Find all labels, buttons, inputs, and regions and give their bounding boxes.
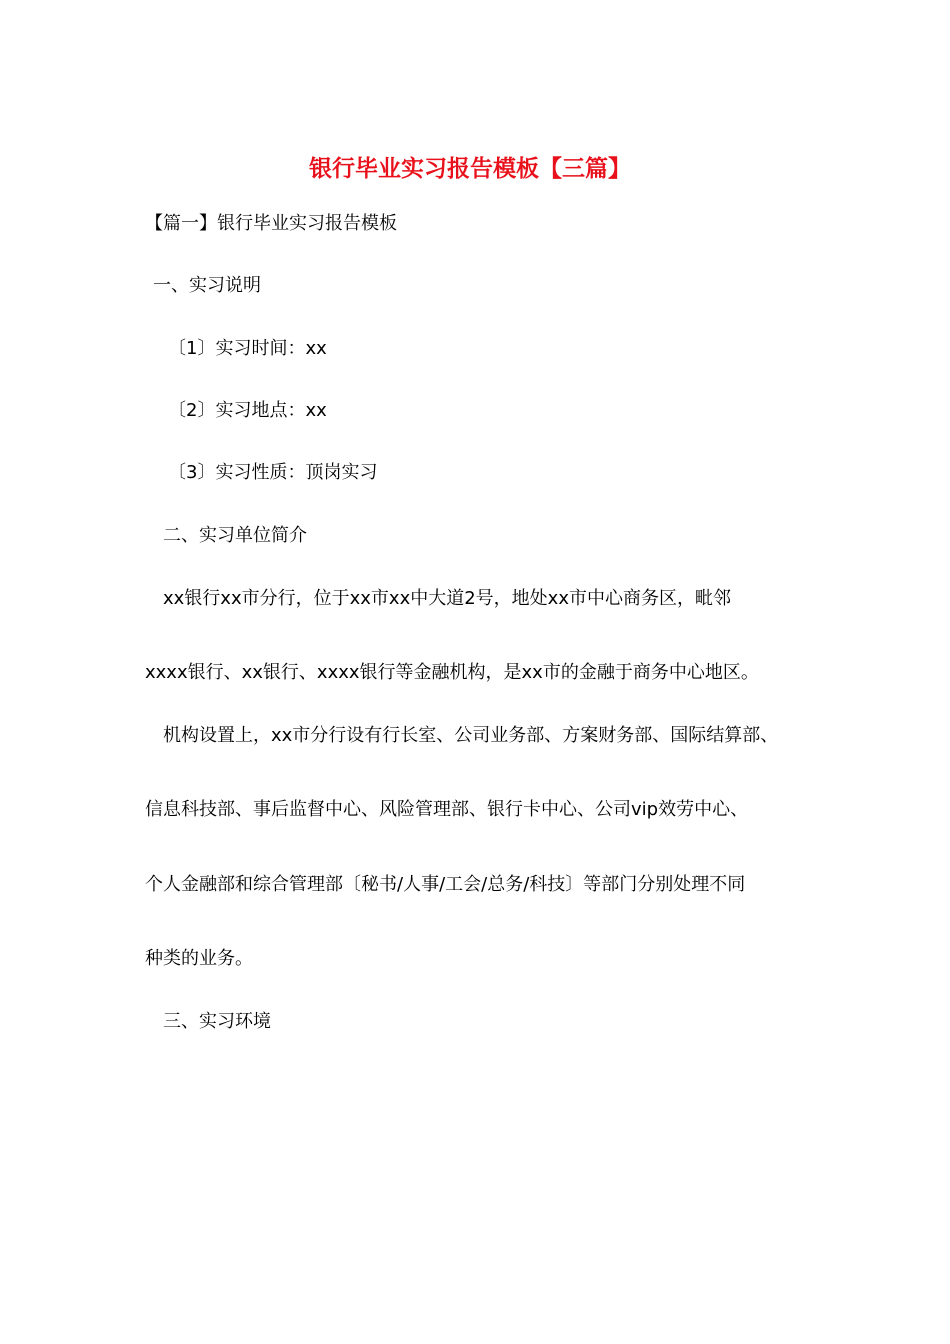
item-internship-location: 〔2〕实习地点：xx [168,400,327,421]
paragraph-line: 种类的业务。 [145,948,253,969]
heading-unit-introduction: 二、实习单位简介 [163,525,307,546]
heading-internship-description: 一、实习说明 [153,275,261,296]
item-internship-time: 〔1〕实习时间：xx [168,338,327,359]
paragraph-line: 个人金融部和综合管理部〔秘书/人事/工会/总务/科技〕等部门分别处理不同 [145,874,746,895]
item-internship-nature: 〔3〕实习性质：顶岗实习 [168,462,378,483]
document-title: 银行毕业实习报告模板【三篇】 [309,156,631,182]
paragraph-line: 信息科技部、事后监督中心、风险管理部、银行卡中心、公司vip效劳中心、 [145,799,749,820]
paragraph-line: xxxx银行、xx银行、xxxx银行等金融机构，是xx市的金融于商务中心地区。 [145,662,759,683]
paragraph-line: 机构设置上，xx市分行设有行长室、公司业务部、方案财务部、国际结算部、 [163,725,779,746]
paragraph-line: xx银行xx市分行，位于xx市xx中大道2号，地处xx市中心商务区，毗邻 [163,588,731,609]
heading-internship-environment: 三、实习环境 [163,1011,271,1032]
section-heading-part-one: 【篇一】银行毕业实习报告模板 [145,213,397,234]
